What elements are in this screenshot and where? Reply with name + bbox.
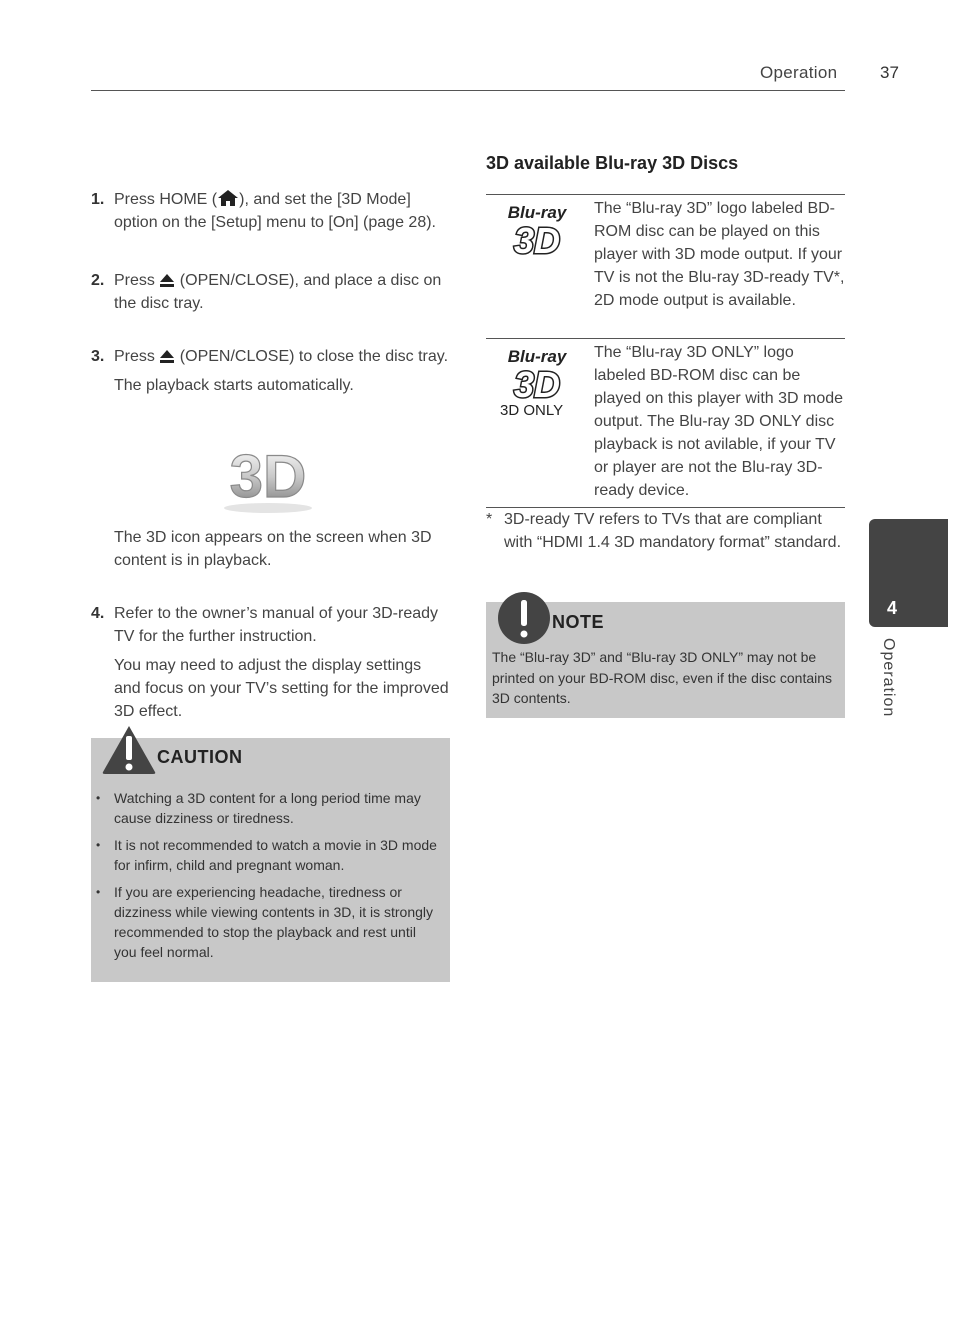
step-text: Press (OPEN/CLOSE) to close the disc tray. <box>114 348 449 365</box>
svg-text:3D: 3D <box>513 364 561 402</box>
svg-text:3D: 3D <box>229 443 307 510</box>
step-4 <box>91 602 451 723</box>
svg-text:Blu-ray: Blu-ray <box>507 203 567 222</box>
footnote <box>486 508 846 554</box>
step-2 <box>91 269 451 315</box>
eject-icon <box>159 348 175 364</box>
3d-only-caption: 3D ONLY <box>500 402 564 419</box>
step-text: Press HOME ( ), and set the [3D Mode] option on the [Setup] menu to [On] (page 28). <box>114 191 436 231</box>
eject-icon <box>159 272 175 288</box>
exclamation-icon <box>497 590 551 646</box>
table-row <box>486 338 845 508</box>
caution-list <box>96 788 441 969</box>
step-number: 4. <box>91 605 105 622</box>
running-header-section: Operation <box>760 63 838 82</box>
section-title: 3D available Blu-ray 3D Discs <box>486 153 739 173</box>
step-1 <box>91 188 451 234</box>
step-number: 2. <box>91 272 105 289</box>
disc-table <box>486 194 845 508</box>
step-text: Press (OPEN/CLOSE), and place a disc on the disc tray. <box>114 272 442 312</box>
disc-description: The “Blu-ray 3D” logo labeled BD-ROM disc can be played on this player with 3D mode output. If your TV is not the Blu-ray 3D-ready TV*, 2D mode output is available. <box>594 200 845 309</box>
home-icon <box>217 189 239 207</box>
disc-description: The “Blu-ray 3D ONLY” logo labeled BD-ROM disc can be played on this player with 3D mode output. The Blu-ray 3D ONLY disc playback is not avilable, if your TV or player are not the Blu-ray 3D-ready device. <box>594 344 844 499</box>
step-note: You may need to adjust the display settings and focus on your TV’s setting for the improved 3D effect. <box>114 657 449 720</box>
step-3-caption <box>91 526 451 572</box>
step-number: 3. <box>91 348 105 365</box>
list-item: • If you are experiencing headache, tiredness or dizziness while viewing contents in 3D, it is strongly recommended to stop the playback and rest until you feel normal. <box>96 882 441 962</box>
step-text: Refer to the owner’s manual of your 3D-ready TV for the further instruction. <box>114 605 439 645</box>
svg-text:3D: 3D <box>513 220 561 258</box>
3d-onscreen-icon <box>218 440 318 516</box>
caution-title: CAUTION <box>157 747 243 767</box>
blu-ray-3d-logo <box>493 200 581 258</box>
note-title: NOTE <box>552 612 605 632</box>
footnote-mark: * <box>486 511 493 528</box>
table-row <box>486 194 845 338</box>
warning-icon <box>101 724 157 776</box>
step-number: 1. <box>91 191 105 208</box>
header-divider <box>91 90 845 91</box>
note-text: The “Blu-ray 3D” and “Blu-ray 3D ONLY” may not be printed on your BD-ROM disc, even if the disc contains 3D contents. <box>492 649 833 706</box>
chapter-label: Operation <box>880 638 897 718</box>
chapter-number: 4 <box>887 598 898 618</box>
list-item: • It is not recommended to watch a movie in 3D mode for infirm, child and pregnant woman. <box>96 835 441 875</box>
blu-ray-3d-logo <box>493 344 581 402</box>
svg-text:Blu-ray: Blu-ray <box>507 347 567 366</box>
list-item: • Watching a 3D content for a long period time may cause dizziness or tiredness. <box>96 788 441 828</box>
chapter-tab <box>869 519 948 627</box>
3d-icon-caption: The 3D icon appears on the screen when 3D content is in playback. <box>114 529 432 569</box>
step-3 <box>91 345 451 397</box>
step-note: The playback starts automatically. <box>114 377 354 394</box>
footnote-text: 3D-ready TV refers to TVs that are compliant with “HDMI 1.4 3D mandatory format” standard. <box>504 511 842 551</box>
page-number: 37 <box>880 63 899 82</box>
